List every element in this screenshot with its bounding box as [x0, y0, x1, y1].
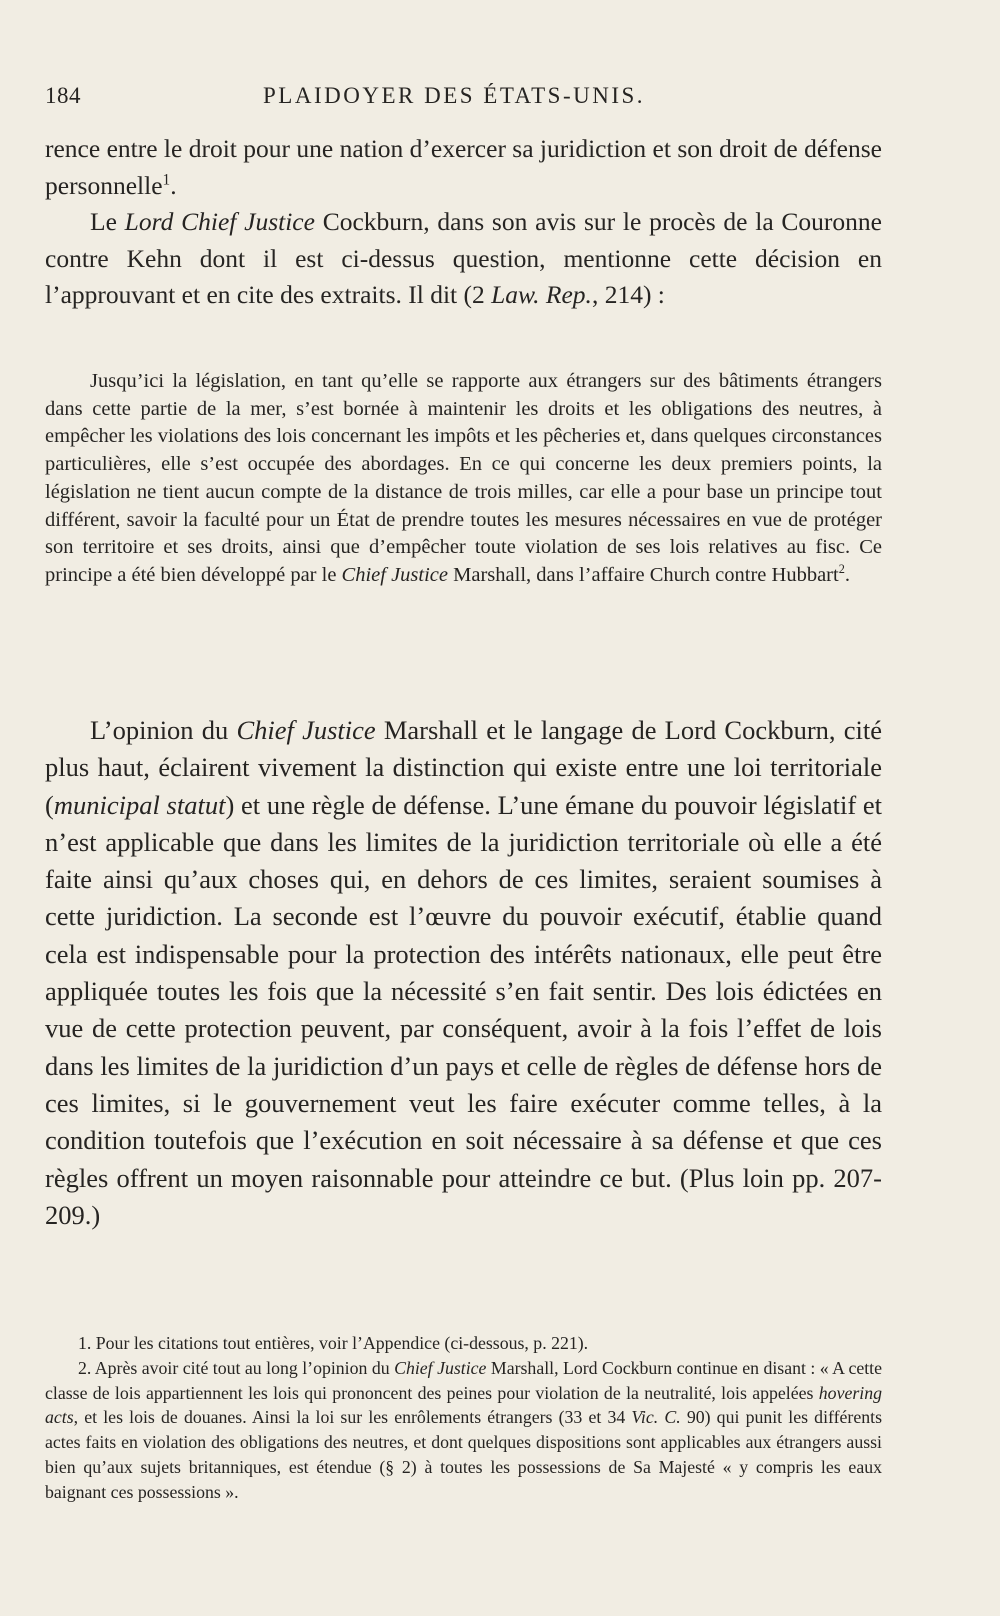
- paragraph-continuation: rence entre le droit pour une nation d’exercer sa juridiction et son droit de défense personnelle$^1$.: [45, 134, 882, 200]
- page-number: 184: [45, 83, 81, 108]
- paragraph-opinion: L’opinion du Chief Justice Marshall et le langage de Lord Cockburn, cité plus haut, éclairent vivement la distinction qui existe entre une loi territoriale (municipal statut) et une règle de défense. L’une émane du pouvoir législatif et n’est applicable que dans les limites de la juridiction territoriale où elle a été faite ainsi qu’aux choses qui, en dehors de ces limites, seraient soumises à cette juridiction. La seconde est l’œuvre du pouvoir exécutif, établie quand cela est indispensable pour la protection des intérêts nationaux, elle peut être appliquée toutes les fois que la nécessité s’en fait sentir. Des lois édictées en vue de cette protection peuvent, par conséquent, avoir à la fois l’effet de lois dans les limites de la juridiction d’un pays et celle de règles de défense hors de ces limites, si le gouvernement veut les faire exécuter comme telles, à la condition toutefois que l’exécution en soit nécessaire à sa défense et que ces règles offrent un moyen raisonnable pour atteindre ce but. (Plus loin pp. 207-209.): [45, 715, 882, 1230]
- paragraph-cockburn: Le Lord Chief Justice Cockburn, dans son avis sur le procès de la Couronne contre Kehn dont il est ci-dessus question, mentionne cette décision en l’approuvant et en cite des extraits. Il dit (2 Law. Rep., 214) :: [45, 207, 882, 309]
- footnote-ref-2: 2: [838, 562, 845, 577]
- footnote-ref-1: 1: [162, 171, 171, 188]
- block-quote: Jusqu’ici la législation, en tant qu’elle se rapporte aux étrangers sur des bâtiments étrangers dans cette partie de la mer, s’est bornée à maintenir les droits et les obligations des neutres, à empêcher les violations des lois concernant les impôts et les pêcheries et, dans quelques circonstances particulières, elle s’est occupée des abordages. En ce qui concerne les deux premiers points, la législation ne tient aucun compte de la distance de trois milles, car elle a pour base un principe tout différent, savoir la faculté pour un État de prendre toutes les mesures nécessaires en vue de protéger son territoire et ses droits, ainsi que d’empêcher toute violation de ses lois relatives au fisc. Ce principe a été bien développé par le Chief Justice Marshall, dans l’affaire Church contre Hubbart$^2$.: [45, 370, 882, 586]
- footnote-2: 2. Après avoir cité tout au long l’opinion du Chief Justice Marshall, Lord Cockburn continue en disant : « A cette classe de lois appartiennent les lois qui prononcent des peines pour violation de la neutralité, lois appelées hovering acts, et les lois de douanes. Ainsi la loi sur les enrôlements étrangers (33 et 34 Vic. C. 90) qui punit les différents actes faits en violation des obligations des neutres, et dont quelques dispositions sont applicables aux étrangers aussi bien qu’aux sujets britanniques, est étendue (§ 2) à toutes les possessions de Sa Majesté « y compris les eaux baignant ces possessions ».: [45, 1358, 883, 1502]
- running-title: PLAIDOYER DES ÉTATS-UNIS.: [263, 83, 646, 108]
- footnote-1: 1. Pour les citations tout entières, voir l’Appendice (ci-dessous, p. 221).: [78, 1333, 589, 1353]
